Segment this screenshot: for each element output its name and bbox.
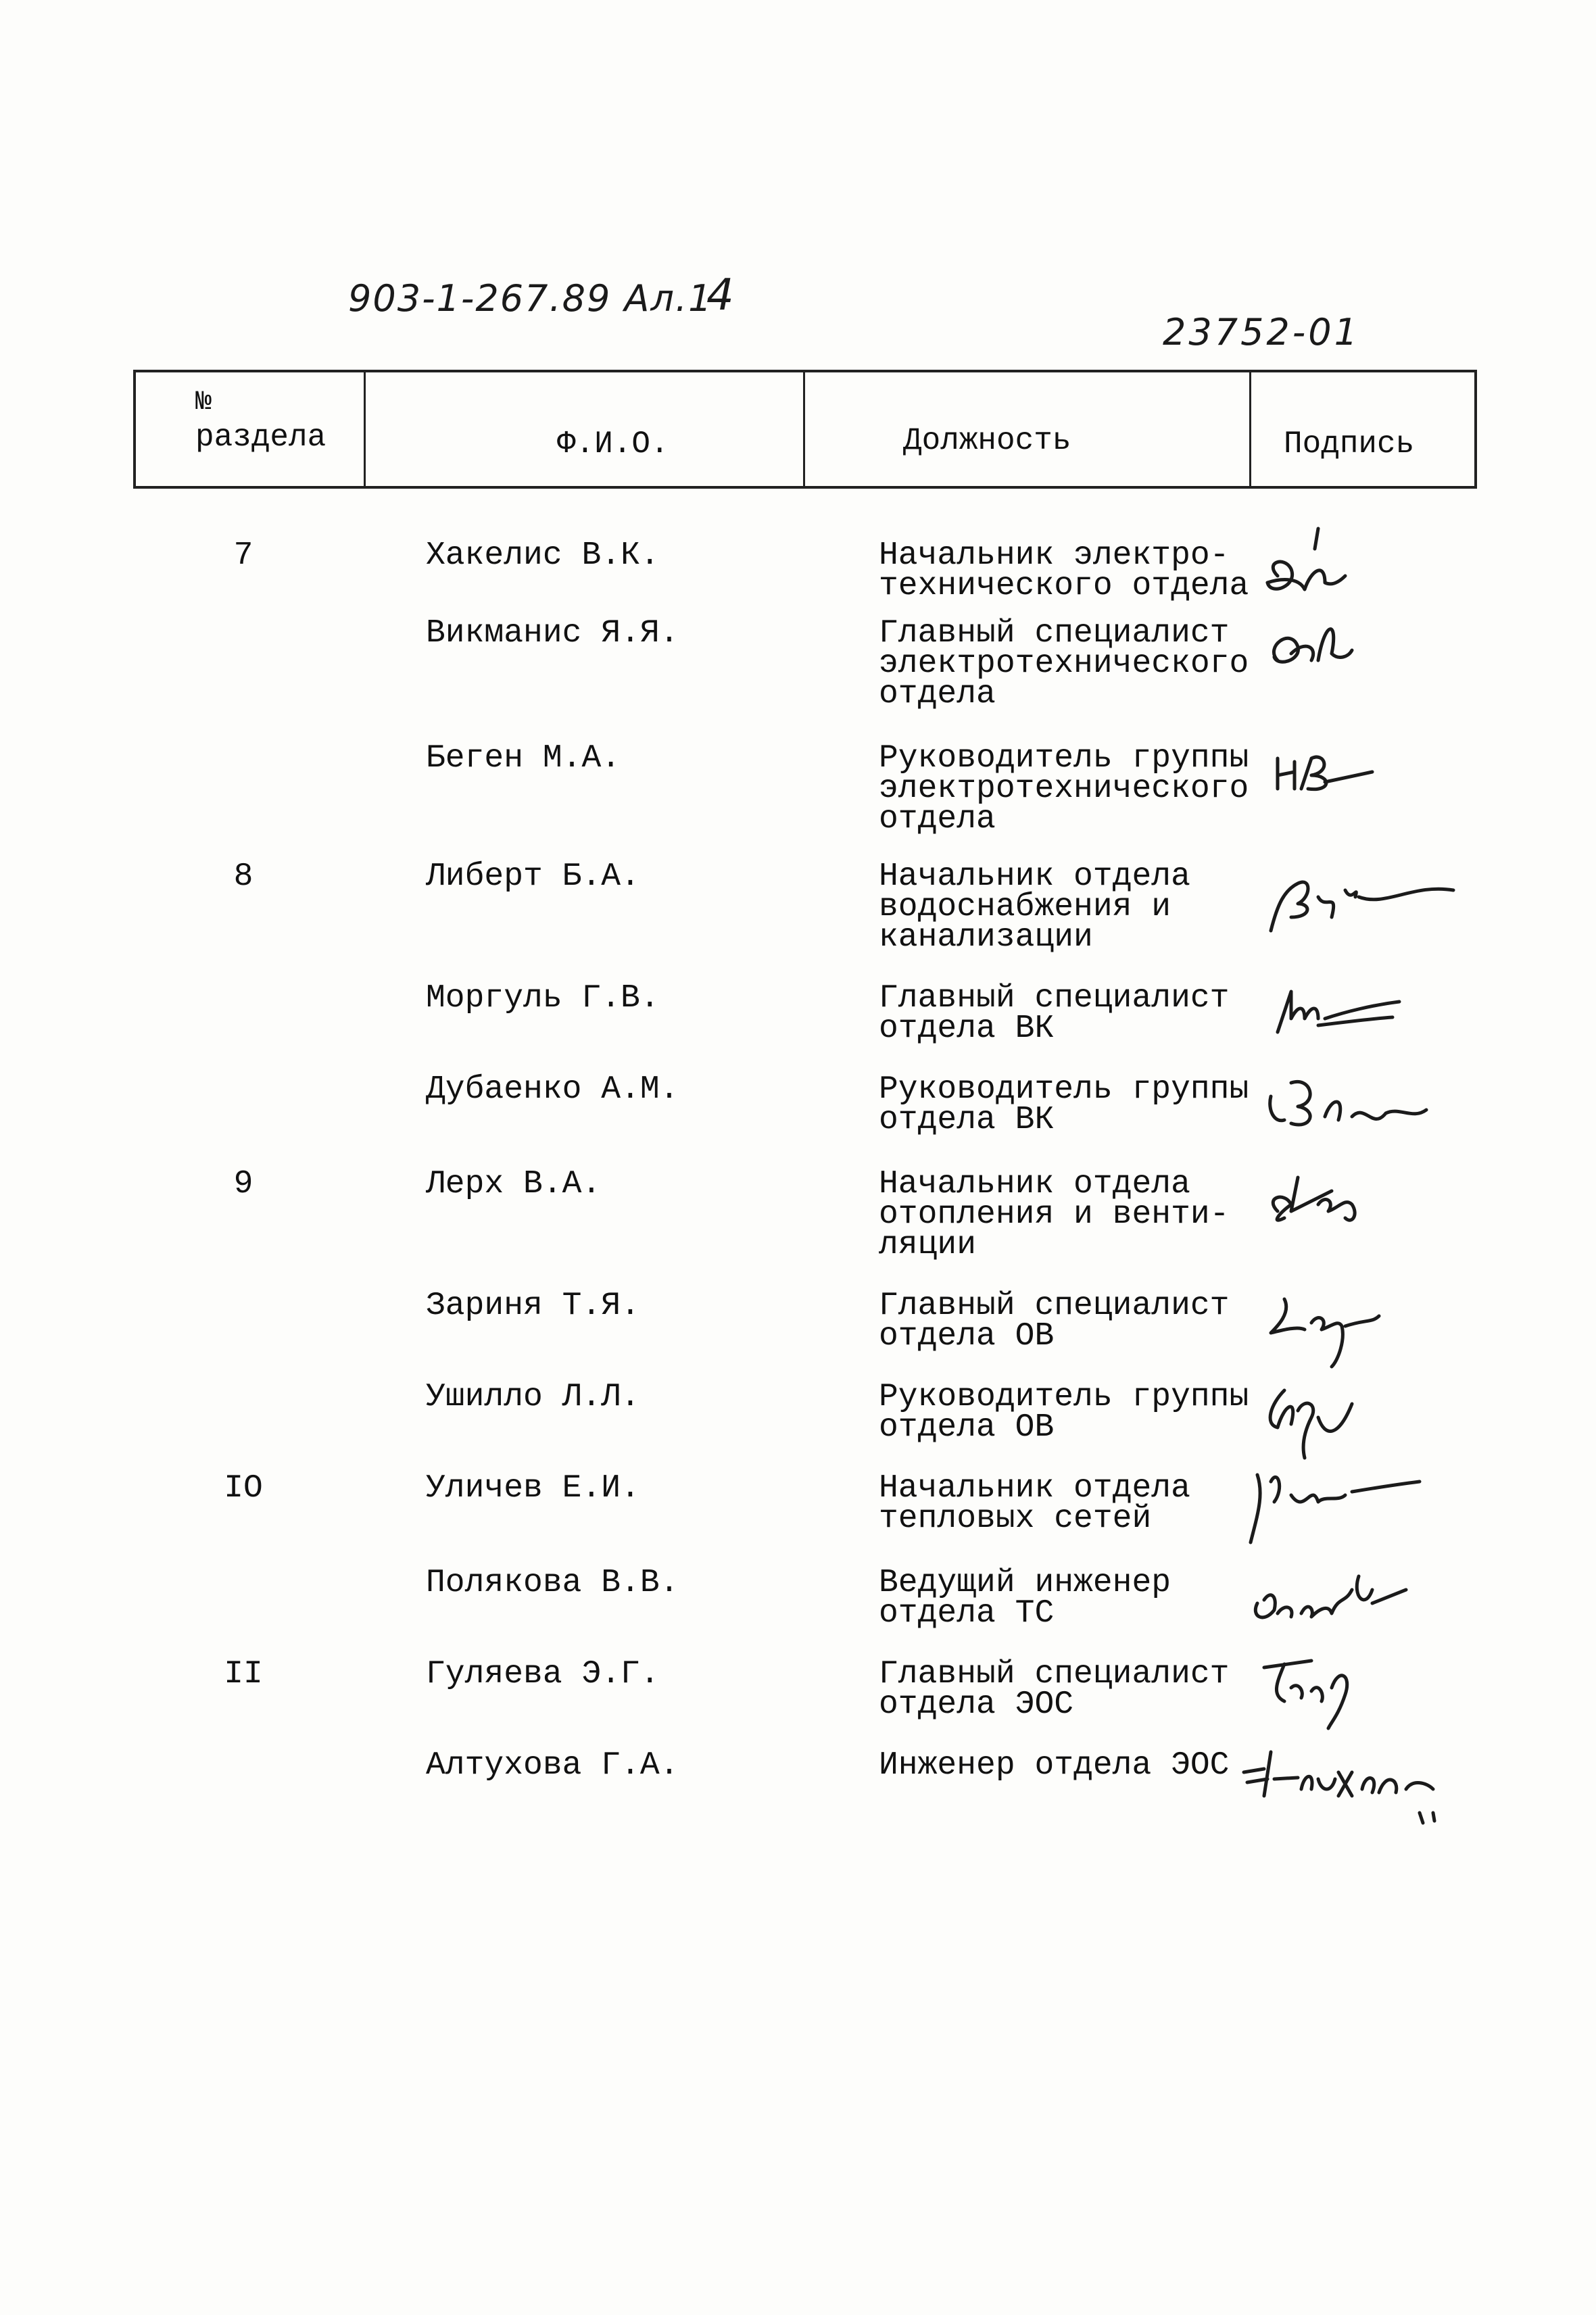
person-name: Уличев Е.И. — [426, 1470, 640, 1507]
handwritten-signature — [1237, 600, 1507, 694]
section-number: 8 — [233, 858, 253, 895]
header-section-label: раздела — [195, 420, 327, 455]
person-name: Хакелис В.К. — [426, 537, 660, 574]
person-position: Инженер отдела ЭОС — [879, 1747, 1230, 1784]
section-number: IO — [224, 1470, 263, 1507]
person-position: Главный специалист отдела ОВ — [879, 1288, 1230, 1355]
person-name: Лерх В.А. — [426, 1166, 602, 1202]
handwritten-signature — [1237, 1455, 1507, 1549]
person-position: Ведущий инженер отдела ТС — [879, 1565, 1171, 1632]
handwritten-signature — [1237, 1549, 1507, 1644]
person-name: Гуляева Э.Г. — [426, 1656, 660, 1692]
person-name: Дубаенко А.М. — [426, 1071, 679, 1108]
person-position: Начальник отдела тепловых сетей — [879, 1470, 1190, 1537]
person-position: Начальник отдела отопления и венти- ляции — [879, 1166, 1230, 1263]
registration-number: 23752-01 — [1163, 311, 1360, 354]
handwritten-signature — [1237, 1732, 1507, 1826]
person-name: Полякова В.В. — [426, 1565, 679, 1601]
header-col-signature — [1251, 372, 1474, 486]
handwritten-signature — [1237, 965, 1507, 1059]
person-name: Беген М.А. — [426, 740, 621, 777]
header-position-label: Должность — [903, 423, 1071, 458]
header-signature-label: Подпись — [1284, 427, 1415, 462]
person-position: Руководитель группы отдела ВК — [879, 1071, 1249, 1138]
handwritten-signature — [1237, 1150, 1507, 1245]
handwritten-signature — [1237, 843, 1507, 937]
person-name: Зариня Т.Я. — [426, 1288, 640, 1324]
table-header — [133, 370, 1477, 489]
section-number: 9 — [233, 1166, 253, 1202]
handwritten-signature — [1237, 725, 1507, 819]
person-position: Главный специалист отдела ЭОС — [879, 1656, 1230, 1723]
document-code: 903-1-267.89 Ал.1 — [348, 277, 713, 320]
header-col-section — [136, 372, 366, 486]
person-position: Начальник отдела водоснабжения и канализации — [879, 858, 1190, 956]
handwritten-signature — [1237, 1056, 1507, 1150]
section-number: II — [224, 1656, 263, 1692]
header-name-label: Ф.И.О. — [557, 427, 669, 462]
handwritten-signature — [1237, 1640, 1507, 1735]
person-name: Моргуль Г.В. — [426, 980, 660, 1017]
person-position: Руководитель группы отдела ОВ — [879, 1379, 1249, 1446]
page-number: 4 — [706, 270, 734, 320]
handwritten-signature — [1237, 1363, 1507, 1458]
person-name: Викманис Я.Я. — [426, 615, 679, 652]
header-col-position — [805, 372, 1251, 486]
person-position: Главный специалист отдела ВК — [879, 980, 1230, 1047]
header-col-name — [366, 372, 805, 486]
person-position: Главный специалист электротехнического отдела — [879, 615, 1249, 712]
person-name: Ушилло Л.Л. — [426, 1379, 640, 1415]
number-sign: № — [195, 387, 212, 418]
person-name: Либерт Б.А. — [426, 858, 640, 895]
handwritten-signature — [1237, 1272, 1507, 1367]
person-position: Руководитель группы электротехнического отдела — [879, 740, 1249, 837]
person-position: Начальник электро- технического отдела — [879, 537, 1249, 604]
section-number: 7 — [233, 537, 253, 574]
person-name: Алтухова Г.А. — [426, 1747, 679, 1784]
